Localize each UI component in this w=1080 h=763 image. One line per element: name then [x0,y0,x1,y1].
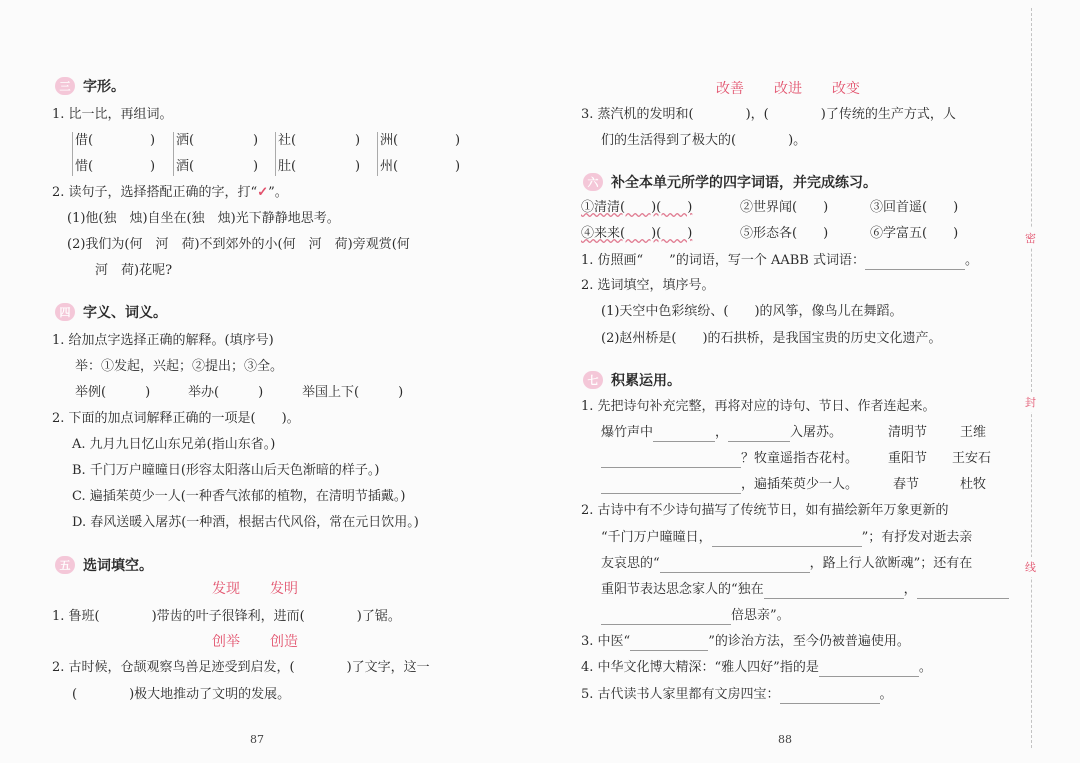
char-item: 肚( [278,159,297,174]
s4-question-2: 2. 下面的加点词解释正确的一项是( )。 [52,411,300,426]
s7-q2-line [601,529,972,547]
word-option: 改变 [832,81,860,97]
festival-item: 重阳节 [888,451,928,466]
paren-close: ) [355,133,361,148]
char-item: 洲( [380,133,399,148]
s6-question-1: 1. 仿照画“ ”的词语，写一个 AABB 式词语： 。 [581,253,978,268]
section-badge: 六 [583,173,603,191]
section-5-header [55,555,153,575]
q2-text-end: ”。 [268,185,288,200]
q-text: ，路上行人欲断魂”；还有在 [809,556,973,571]
paren-close: ) [455,133,461,148]
binding-line [1031,8,1032,748]
paren-close: ) [355,159,361,174]
idiom-item: ⑥学富五( ) [870,226,959,241]
s7-question-3 [581,633,910,651]
section-badge: 七 [583,371,603,389]
section-3-header [55,76,125,96]
idiom-item: ④来来( )( ) [581,226,693,241]
s4-option-c: C. 遍插茱萸少一人(一种香气浓郁的植物，在清明节插戴。) [72,489,406,504]
s6-question-2-1: (1)天空中色彩缤纷、( )的风筝，像鸟儿在舞蹈。 [601,304,903,319]
section-badge: 三 [55,77,75,95]
paren-close: ) [253,159,259,174]
section-7-header [583,370,681,390]
answer-blank[interactable] [601,453,741,468]
word-option: 改进 [774,81,802,97]
char-item: 借( [75,133,94,148]
bracket [275,132,276,176]
answer-blank[interactable] [764,584,904,599]
q-text: 友哀思的“ [601,556,660,571]
s5-question-3: 3. 蒸汽机的发明和( )，( )了传统的生产方式，人 [581,107,956,122]
paren-close: ) [455,159,461,174]
q-text: “千门万户曈曈日， [601,530,712,545]
poem-line-2 [601,450,858,468]
q-text: ”；有抒发对逝去亲 [861,530,973,545]
answer-blank[interactable] [630,636,708,651]
s4-item-a: 举例( ) [75,385,151,400]
s7-question-4: 4. 中华文化博大精深：“雅人四好”指的是 。 [581,660,932,675]
seal-label: 封 [1025,392,1036,412]
section-title: 字形。 [83,79,125,95]
s7-question-1: 1. 先把诗句补充完整，再将对应的诗句、节日、作者连起来。 [581,399,936,414]
answer-blank[interactable] [712,532,862,547]
s5-question-2: 2. 古时候，仓颉观察鸟兽足迹受到启发，( )了文字，这一 [52,660,430,675]
idiom-item: ③回首遥( ) [870,200,959,215]
poem-text: 爆竹声中 [601,425,654,440]
s7-question-2: 2. 古诗中有不少诗句描写了传统节日，如有描绘新年万象更新的 [581,503,949,518]
word-option: 发明 [270,581,298,597]
word-option: 改善 [716,81,744,97]
q-text: 4. 中华文化博大精深：“雅人四好”指的是 [581,660,819,675]
bracket [173,132,174,176]
char-item: 惜( [75,159,94,174]
answer-blank[interactable] [865,255,965,270]
s4-options: 举：①发起，兴起；②提出；③全。 [75,359,284,374]
question-1: 1. 比一比，再组词。 [52,107,173,122]
s6q1-text: 1. 仿照画“ ”的词语，写一个 AABB 式词语： [581,253,865,268]
idiom-item: ①清清( )( ) [581,200,693,215]
s4-question-1: 1. 给加点字选择正确的解释。(填序号) [52,333,274,348]
q2-text: 2. 读句子，选择搭配正确的字，打“ [52,185,258,200]
s6-question-2-2: (2)赵州桥是( )的石拱桥，是我国宝贵的历史文化遗产。 [601,331,942,346]
q-text: ”的诊治方法，至今仍被普遍使用。 [708,634,910,649]
paren-close: ) [150,133,156,148]
poem-text: ？牧童遥指杏花村。 [741,451,859,466]
poem-line-1: 爆竹声中 ， 入屠苏。 [601,425,843,440]
char-item: 酒( [176,159,195,174]
page-number: 88 [778,733,792,746]
section-title: 补全本单元所学的四字词语，并完成练习。 [611,175,877,191]
question-2 [52,184,288,202]
paren-close: ) [150,159,156,174]
char-item: 社( [278,133,297,148]
q2-sentence-2: (2)我们为(何 河 荷)不到郊外的小(何 河 荷)旁观赏(何 [67,237,410,252]
s5-question-1: 1. 鲁班( )带齿的叶子很锋利，进而( )了锯。 [52,609,401,624]
s4-item-b: 举办( ) [188,385,264,400]
poem-line-3 [601,476,858,494]
checkmark-icon: ✓ [257,185,269,200]
author-item: 杜牧 [960,477,987,492]
festival-item: 春节 [893,477,920,492]
answer-blank[interactable] [601,479,741,494]
seal-label: 线 [1025,557,1036,577]
bracket [377,132,378,176]
section-badge: 五 [55,556,75,574]
author-item: 王安石 [952,451,992,466]
s4-item-c: 举国上下( ) [302,385,404,400]
author-item: 王维 [960,425,987,440]
poem-text: 入屠苏。 [790,425,843,440]
word-option: 发现 [212,581,240,597]
section-title: 积累运用。 [611,373,681,389]
festival-item: 清明节 [888,425,928,440]
poem-text: ，遍插茱萸少一人。 [741,477,859,492]
s5-question-2-cont: ( )极大地推动了文明的发展。 [72,687,291,702]
char-item: 州( [380,159,399,174]
answer-blank[interactable] [728,427,790,442]
s6-question-2: 2. 选词填空，填序号。 [581,278,715,293]
s5-question-3-cont: 们的生活得到了极大的( )。 [601,133,807,148]
answer-blank[interactable] [819,662,919,677]
s7-q2-line: 重阳节表达思念家人的“独在 ， [601,581,1009,599]
page-88 [540,0,1080,763]
q-text: 重阳节表达思念家人的“独在 [601,582,764,597]
s4-option-b: B. 千门万户曈曈日(形容太阳落山后天色渐暗的样子。) [72,463,380,478]
answer-blank[interactable] [660,558,810,573]
s4-option-a: A. 九月九日忆山东兄弟(指山东省。) [72,437,276,452]
idiom-item: ⑤形态各( ) [740,226,829,241]
q-text: 5. 古代读书人家里都有文房四宝： [581,687,780,702]
section-6-header [583,172,877,192]
section-4-header [55,302,167,322]
s7-q2-line [601,555,972,573]
bracket [72,132,73,176]
q2-sentence-1: (1)他(独 烛)自坐在(独 烛)光下静静地思考。 [67,211,340,226]
word-option: 创举 [212,634,240,650]
char-item: 洒( [176,133,195,148]
answer-blank[interactable] [780,689,880,704]
idiom-item: ②世界闻( ) [740,200,829,215]
seal-label: 密 [1025,228,1036,248]
q2-sentence-2-cont: 河 荷)花呢? [95,263,173,278]
section-title: 字义、词义。 [83,305,167,321]
word-option: 创造 [270,634,298,650]
q-text: 3. 中医“ [581,634,631,649]
answer-blank[interactable] [601,610,731,625]
section-title: 选词填空。 [83,558,153,574]
section-badge: 四 [55,303,75,321]
s7-q2-line [601,607,790,625]
paren-close: ) [253,133,259,148]
s7-question-5: 5. 古代读书人家里都有文房四宝： 。 [581,687,893,702]
answer-blank[interactable] [653,427,715,442]
answer-blank[interactable] [917,584,1009,599]
page-number: 87 [250,733,264,746]
s4-option-d: D. 春风送暖入屠苏(一种酒，根据古代风俗，常在元日饮用。) [72,515,419,530]
q-text: 倍思亲”。 [731,608,790,623]
